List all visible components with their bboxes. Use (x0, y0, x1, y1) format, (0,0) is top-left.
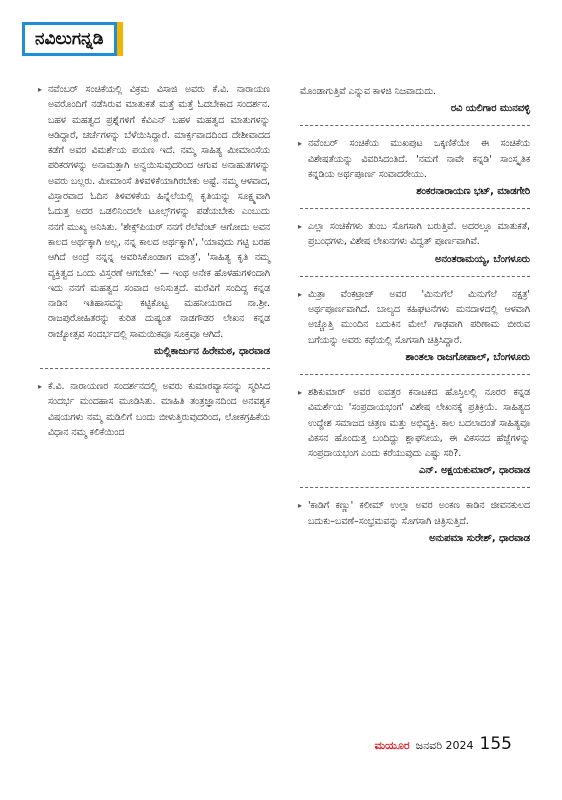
section-title: ನವಿಲುಗನ್ನಡಿ (22, 22, 117, 56)
magazine-logo: ಮಯೂರ (374, 739, 410, 752)
letter (40, 379, 270, 440)
letter-body: ▸ 'ಕಾಡಿಗೆ ಕಣ್ಣು' ಕಲೀಮ್ ಉಲ್ಲಾ ಅವರ ಅಂಕಣ ಕಾಡಿನ ಜೀವನಕುಲದ ಬದುಕು–ಬವಣೆ–ಸಂಭ್ರಮವನ್ನು ಸೊಗಸಾಗಿ ಚಿತ್ರಿಸುತ್ತಿದೆ. (300, 498, 530, 529)
letter-body: ▸ ಮಿತ್ರಾ ವೆಂಕಟ್ರಾಜ್ ಅವರ 'ಮಿನುಗೆಲೆ ಮಿನುಗೆಲೆ ನಕ್ಷತ್ರ' ಅರ್ಥಪೂರ್ಣವಾಗಿದೆ. ಬಾಲ್ಯದ ಕಹಿಘಟನೆಗಳು ಮನದಾಳದಲ್ಲಿ ಆಳವಾಗಿ ಅಚ್ಚೊತ್ತಿ ಮುಂದಿನ ಬದುಕಿನ ಮೇಲೆ ಗಾಢವಾಗಿ ಪರಿಣಾಮ ಬೀರುವ ಬಗೆಯನ್ನು ಅವರು ಕಥೆಯಲ್ಲಿ ಸೊಗಸಾಗಿ ಚಿತ್ರಿಸಿದ್ದಾರೆ. (300, 287, 530, 348)
letter (300, 136, 530, 200)
divider (300, 374, 530, 375)
letter-body: ▸ ಕೆ.ವಿ. ನಾರಾಯಣರ ಸಂದರ್ಶನದಲ್ಲಿ ಅವರು ಕುಮಾರವ್ಯಾಸನನ್ನು ಸ್ಮರಿಸಿದ ಸಂದರ್ಭ ಮಂದಹಾಸ ಮೂಡಿಸಿತು. ಮಾಹಿತಿ ತಂತ್ರಜ್ಞಾನದಿಂದ ಅನವಶ್ಯಕ ವಿಷಯಗಳು ನಮ್ಮ ಮಡಿಲಿಗೆ ಬಂದು ಬೀಳುತ್ತಿರುವುದರಿಂದ, ಲೋಕಗ್ರಹಿಕೆಯ ವಿಧಾನ ನಮ್ಮ ಕಲಿಕೆಯಿಂದ (40, 379, 270, 440)
divider (300, 125, 530, 126)
letter-body: ಮೊಂಡಾಗುತ್ತಿವೆ ಎನ್ನುವ ಕಾಳಜಿ ನಿಜವಾದುದು. (300, 86, 437, 97)
divider (40, 368, 270, 369)
letter (300, 498, 530, 547)
right-column (300, 84, 530, 555)
header-accent-bar (117, 22, 123, 56)
divider (300, 208, 530, 209)
letter-continuation (300, 84, 530, 117)
letter-signature: ರವಿ ಯಲಿಗಾರ ಮುನವಳ್ಳಿ (450, 103, 530, 115)
letter-body: ▸ ಶಶಿಕುಮಾರ್ ಅವರ ಐವತ್ತರ ಕನಾಟಕದ ಹೊಸ್ತಿಲಲ್ಲಿ ನೂರರ ಕನ್ನಡ ವಿಮರ್ಶೆಯ 'ಸಂಪ್ರದಾಯಭಂಗ' ವಿಶೇಷ ಲೇಖನಕ್ಕೆ ಪ್ರತಿಕ್ರಿಯೆ. ಸಾಹಿತ್ಯದ ಉದ್ದೇಶ ಸಮಾಜದ ಚಿತ್ರಣ ಮತ್ತು ಅಭಿವ್ಯಕ್ತಿ. ಕಾಲ ಬದಲಾದಂತೆ ಸಾಹಿತ್ಯವೂ ವಿಕಸನ ಹೊಂದುತ್ತ ಬಂದಿದ್ದು ಶ್ಲಾಘನೀಯ, ಈ ವಿಕಸನದ ಹೆಜ್ಜೆಗಳನ್ನು ಸಂಪ್ರದಾಯಭಂಗ ಎಂದು ಕರೆಯುವುದು ಎಷ್ಟು ಸರಿ?. (300, 385, 530, 461)
letter-signature: ಮಲ್ಲಿಕಾರ್ಜುನ ಹಿರೇಮಠ, ಧಾರವಾಡ (154, 346, 270, 358)
section-header (22, 22, 123, 56)
letter-body: ▸ ನವೆಂಬರ್ ಸಂಚಿಕೆಯ ಮುಖಪುಟ ಒಕ್ಕಣಿಕೆಯೇ ಈ ಸಂಚಿಕೆಯ ವಿಶೇಷತೆಯನ್ನು ವಿವರಿಸಿದಂತಿದೆ. 'ನಮಗೆ ನಾವೇ ಕನ್ನಡಿ' ಸಾಂಸ್ಕೃತಿಕ ಕನ್ನಡಿಯ ಅರ್ಥಪೂರ್ಣ ಸಂವಾದರೇಯು. (300, 136, 530, 182)
letter-signature: ಅನುಪಮಾ ಸುರೇಶ್, ಧಾರವಾಡ (429, 533, 530, 545)
left-column (40, 82, 270, 448)
letter (300, 219, 530, 268)
issue-date: ಜನವರಿ 2024 (415, 739, 474, 752)
letter (300, 287, 530, 366)
page-footer (375, 734, 512, 754)
letter-signature: ಶಾಂತಲಾ ರಾಜಗೋಪಾಲ್, ಬೆಂಗಳೂರು (405, 351, 530, 363)
letter-body: ▸ ನವೆಂಬರ್ ಸಂಚಿಕೆಯಲ್ಲಿ ವಿಕ್ರಮ ವಿಸಾಜಿ ಅವರು ಕೆ.ವಿ. ನಾರಾಯಣ ಅವರೊಂದಿಗೆ ನಡೆಸಿರುವ ಮಾತುಕತೆ ಮತ್ತೆ ಮತ್ತೆ ಓದಬೇಕಾದ ಸಂದರ್ಶನ. ಬಹಳ ಮಹತ್ವದ ಪ್ರಶ್ನೆಗಳಿಗೆ ಕೆವಿಎನ್ ಬಹಳ ಮಹತ್ವದ ಮಾತುಗಳನ್ನು ಆಡಿದ್ದಾರೆ, ಚರ್ಚೆಗಳನ್ನು ಬೆಳೆಯಿಸಿದ್ದಾರೆ. ಮಾರ್ಕ್ಸವಾದದಿಂದ ದೇಶೀವಾದದ ಕಡೆಗೆ ಅವರ ವಿಮರ್ಶೆಯ ಪಯಣ ಇದೆ. ನಮ್ಮ ಸಾಹಿತ್ಯ ಮೀಮಾಂಸೆಯ ಪರಿಕರಗಳನ್ನು ಅನಾಮತ್ತಾಗಿ ಅನ್ವಯಿಸುವುದರಿಂದ ಆಗುವ ಅನಾಹುತಗಳನ್ನು ಅವರು ಬಲ್ಲರು. ಮೀಮಾಂಸೆ ತಿಳಿವಳಿಕೆಯಾಗಿರಬೇಕು ಅಷ್ಟೆ. ನಮ್ಮ ಆಳವಾದ, ವಿಸ್ತಾರವಾದ ಓದಿನ ತಿಳಿವಳಿಕೆಯ ಹಿನ್ನೆಲೆಯಲ್ಲಿ ಕೃತಿಯನ್ನು ಸೂಕ್ಷ್ಮವಾಗಿ ಓದುತ್ತ ಅದರ ಒಡಲಿನಿಂದಲೇ ಟೂಲ್ಸ್‌ಗಳನ್ನು ಪಡೆಯಬೇಕು ಎಂಬುದು ನನಗೆ ಮುಖ್ಯ ಅನಿಸಿತು. 'ಶೇಕ್ಸ್‌ಪಿಯರ್ ನನಗೆ ರೆಲೆವೆಂಟ್ ಆಗೋದು ಅವನ ಕಾಲದ ಅರ್ಥಕ್ಕಾಗಿ ಅಲ್ಲ, ನನ್ನ ಕಾಲದ ಅರ್ಥಕ್ಕಾಗಿ', 'ಯಾವುದು ಗಟ್ಟಿ ಬರಹ ಆಗಿದೆ ಅಂದ್ರೆ ನನ್ನನ್ನ ಆವರಿಸಿಕೊಂಡಾಗ ಮಾತ್ರ', 'ಸಾಹಿತ್ಯ ಕೃತಿ ನಮ್ಮ ವ್ಯಕ್ತಿತ್ವದ ಒಂದು ವಿಸ್ತರಣೆ ಆಗಬೇಕು' — ಇಂಥ ಅನೇಕ ಹೊಳಹುಗಳಿಂದಾಗಿ ಇದು ನನಗೆ ಮಹತ್ವದ ಸಂವಾದ ಅನಿಸುತ್ತದೆ. ಮರೆವಿಗೆ ಸಂದಿದ್ದ ಕನ್ನಡ ನಾಡಿನ ಇತಿಹಾಸವನ್ನು ಕಟ್ಟಿಕೊಟ್ಟ ಮಹನೀಯರಾದ ನಾ.ಶ್ರೀ. ರಾಜಪುರೋಹಿತರನ್ನು ಕುರಿತ ದುಷ್ಯಂತ ನಾಡಗೌಡರ ಲೇಖನ ಕನ್ನಡ ರಾಜ್ಯೋತ್ಸವ ಸಂದರ್ಭದಲ್ಲಿ ಸಾಮಯಿಕವೂ ಸೂಕ್ತವೂ ಆಗಿದೆ. (40, 82, 270, 342)
divider (300, 487, 530, 488)
letter-signature: ಅನಂತರಾಮಯ್ಯ, ಬೆಂಗಳೂರು (435, 253, 530, 265)
divider (300, 276, 530, 277)
letter-signature: ಎನ್. ಅಕ್ಷಯಕುಮಾರ್, ಧಾರವಾಡ (418, 465, 530, 477)
letter-signature: ಶಂಕರನಾರಾಯಣ ಭಟ್, ಮಾಡಗೇರಿ (416, 186, 530, 198)
letter (300, 385, 530, 479)
page-number: 155 (479, 734, 512, 754)
letter-body: ▸ ಎಲ್ಲಾ ಸಂಚಿಕೆಗಳು ತುಂಬ ಸೊಗಸಾಗಿ ಬರುತ್ತಿವೆ. ಅದರಲ್ಲೂ ಮಾತುಕತೆ, ಪ್ರಬಂಧಗಳು, ವಿಶೇಷ ಲೇಖನಗಳು ವಿದ್ವತ್ ಪೂರ್ಣವಾಗಿವೆ. (300, 219, 530, 250)
letter (40, 82, 270, 360)
